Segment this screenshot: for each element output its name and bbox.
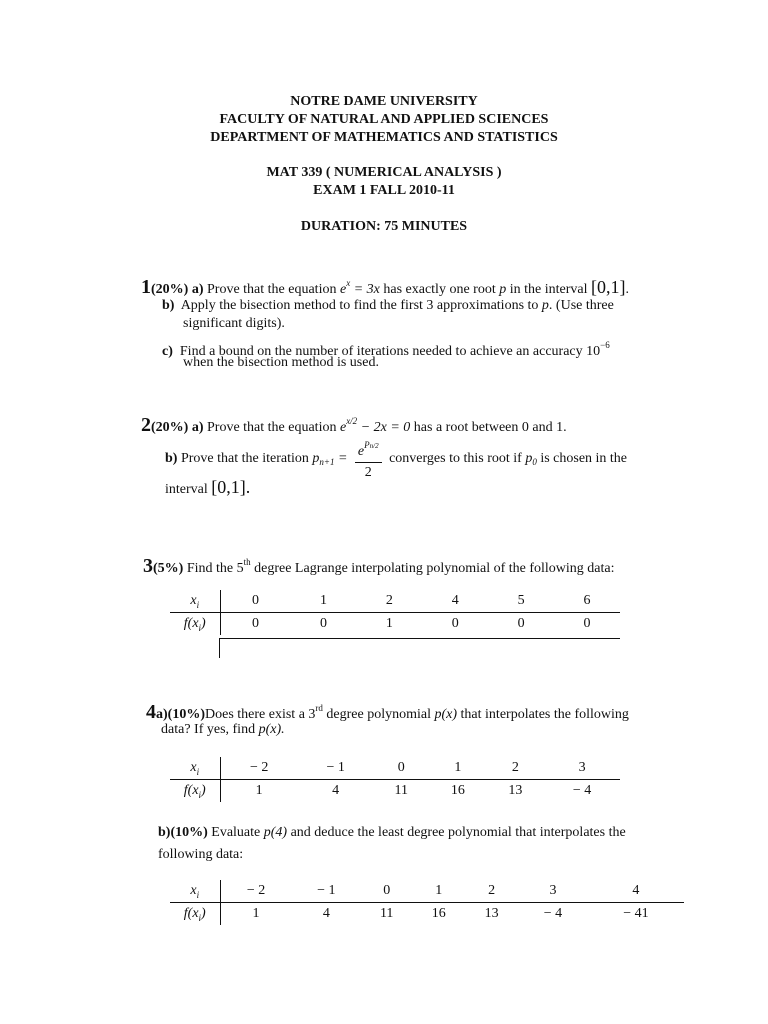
q1-a-label: a) bbox=[191, 282, 204, 297]
table-cell: − 4 bbox=[543, 906, 563, 921]
q2-b-p0: $p_0$ bbox=[525, 451, 537, 468]
table-cell: 4 bbox=[422, 590, 488, 613]
q4-a-px2: p(x). bbox=[258, 722, 285, 737]
q4-a-text3: that interpolates the following bbox=[460, 707, 629, 722]
table-cell: − 2 bbox=[220, 757, 298, 780]
table-cell: − 41 bbox=[623, 906, 649, 921]
q3-table-rule bbox=[219, 638, 620, 659]
table-row bbox=[170, 780, 620, 803]
q4-b-p4: p(4) bbox=[263, 825, 288, 840]
f-label: $f(x_i)$ bbox=[170, 903, 220, 926]
q4a-data-table bbox=[170, 757, 620, 802]
table-cell: 0 bbox=[361, 880, 412, 903]
table-cell: 16 bbox=[450, 783, 465, 798]
table-cell: 0 bbox=[252, 616, 260, 631]
q4-b-text1: Evaluate bbox=[211, 825, 261, 840]
q2-a-equation: − 2x = 0 bbox=[360, 420, 411, 435]
q1-c-label: c) bbox=[162, 344, 173, 359]
table-cell: 3 bbox=[544, 757, 620, 780]
q3-percent: (5%) bbox=[153, 561, 184, 576]
q3-statement bbox=[143, 553, 615, 578]
q2-part-a bbox=[141, 412, 567, 437]
q1-b-line1: Apply the bisection method to find the first 3 approximations to bbox=[180, 298, 539, 313]
table-row bbox=[170, 757, 620, 780]
q1-c-exponent: −6 bbox=[600, 340, 610, 350]
table-cell: 3 bbox=[518, 880, 588, 903]
f-label: $f(x_i)$ bbox=[170, 780, 220, 803]
table-cell: 1 bbox=[412, 880, 465, 903]
table-cell: 1 bbox=[385, 616, 393, 631]
table-cell: 1 bbox=[429, 757, 487, 780]
q1-b-p: p bbox=[541, 298, 549, 313]
q1-a-math-e: $e^x$ bbox=[339, 278, 351, 297]
q1-a-equation: = 3x bbox=[353, 282, 380, 297]
q1-part-a: 1(20%) a) Prove that the equation $e^x = 3x$ has exactly one root p in the interval [0,1]. bbox=[141, 276, 629, 298]
q3-data-table bbox=[170, 590, 620, 635]
q3-text1: Find the 5 bbox=[186, 561, 244, 576]
q2-number: 2 bbox=[141, 414, 151, 436]
table-row bbox=[170, 590, 620, 613]
q1-b-line1-end: . (Use three bbox=[548, 298, 614, 313]
q1-a-p: p bbox=[499, 282, 507, 297]
table-cell: − 1 bbox=[298, 757, 374, 780]
q1-c-line1: Find a bound on the number of iterations needed to achieve an accuracy 10 bbox=[179, 344, 601, 359]
q2-b-text3: is chosen in the bbox=[540, 451, 628, 467]
table-cell: 5 bbox=[488, 590, 554, 613]
q4-a-percent: (10%) bbox=[167, 707, 205, 722]
university-name: NOTRE DAME UNIVERSITY bbox=[290, 94, 478, 109]
q1-c-line2: when the bisection method is used. bbox=[183, 355, 379, 370]
q2-a-text2: has a root between 0 and 1. bbox=[413, 420, 567, 435]
table-row bbox=[170, 613, 620, 636]
q3-table-divider bbox=[219, 638, 220, 658]
table-cell: 11 bbox=[394, 783, 409, 798]
q1-a-interval: [0,1] bbox=[590, 277, 626, 297]
table-cell: 0 bbox=[320, 616, 328, 631]
x-label: $x_i$ bbox=[170, 757, 220, 780]
q2-b-fraction: $\frac{e^{Pn/2}}{2}$ bbox=[355, 436, 382, 482]
q2-a-text1: Prove that the equation bbox=[207, 420, 337, 435]
q3-number: 3 bbox=[143, 555, 153, 577]
q1-part-b bbox=[162, 297, 614, 315]
table-cell: 0 bbox=[517, 616, 525, 631]
q4-b-percent: (10%) bbox=[170, 825, 208, 840]
table-row bbox=[170, 880, 684, 903]
q1-a-text2: has exactly one root bbox=[383, 282, 496, 297]
table-cell: 13 bbox=[508, 783, 523, 798]
exam-title: EXAM 1 FALL 2010-11 bbox=[313, 183, 455, 198]
q3-sup: th bbox=[243, 557, 251, 567]
table-cell: 13 bbox=[484, 906, 499, 921]
q2-b-text1: Prove that the iteration bbox=[180, 451, 309, 467]
q2-b-text2: converges to this root if bbox=[389, 451, 522, 467]
q2-b-lhs: $p_{n+1}$ = bbox=[312, 451, 348, 468]
q1-number: 1 bbox=[141, 276, 151, 298]
table-cell: 4 bbox=[588, 880, 684, 903]
q1-b-line2: significant digits). bbox=[183, 316, 285, 331]
q4-b-label: b) bbox=[158, 825, 171, 840]
q4-a-line2: data? If yes, find p(x). bbox=[161, 722, 285, 737]
table-cell: − 4 bbox=[572, 783, 592, 798]
q2-percent: (20%) bbox=[151, 420, 189, 435]
q2-a-label: a) bbox=[191, 420, 204, 435]
exam-duration: DURATION: 75 MINUTES bbox=[300, 219, 468, 234]
q4-a-label: a) bbox=[156, 707, 168, 722]
table-cell: 1 bbox=[291, 590, 357, 613]
course-title: MAT 339 ( NUMERICAL ANALYSIS ) bbox=[266, 165, 502, 180]
q4-part-b bbox=[158, 824, 626, 842]
table-cell: 0 bbox=[451, 616, 459, 631]
table-cell: 11 bbox=[379, 906, 394, 921]
table-cell: 4 bbox=[332, 783, 340, 798]
q2-b-line2: interval [0,1]. bbox=[165, 477, 251, 497]
q2-b-interval: [0,1]. bbox=[211, 477, 251, 497]
faculty-name: FACULTY OF NATURAL AND APPLIED SCIENCES bbox=[219, 112, 549, 127]
q1-percent: (20%) bbox=[151, 282, 189, 297]
table-cell: 0 bbox=[220, 590, 291, 613]
f-label: $f(x_i)$ bbox=[170, 613, 220, 636]
x-label: $x_i$ bbox=[170, 880, 220, 903]
table-cell: 2 bbox=[356, 590, 422, 613]
q4b-data-table bbox=[170, 880, 684, 925]
q3-text2: degree Lagrange interpolating polynomial of the following data: bbox=[254, 561, 615, 576]
table-cell: − 1 bbox=[292, 880, 362, 903]
q2-a-math-e: $e^{x/2}$ bbox=[339, 416, 358, 435]
q1-b-label: b) bbox=[162, 298, 175, 313]
q4-b-line2: following data: bbox=[158, 847, 244, 862]
table-row bbox=[170, 903, 684, 926]
table-cell: 0 bbox=[374, 757, 429, 780]
q2-a-exponent: x/2 bbox=[346, 416, 358, 426]
table-cell: 1 bbox=[252, 906, 260, 921]
table-cell: 6 bbox=[554, 590, 620, 613]
q4-number: 4 bbox=[146, 701, 156, 723]
q4-a-text1: Does there exist a 3 bbox=[205, 707, 316, 722]
q4-a-px: p(x) bbox=[434, 707, 458, 722]
table-cell: 2 bbox=[487, 757, 545, 780]
table-cell: 1 bbox=[255, 783, 263, 798]
q4-a-sup: rd bbox=[315, 703, 323, 713]
department-name: DEPARTMENT OF MATHEMATICS AND STATISTICS bbox=[210, 130, 558, 145]
q4-a-text2: degree polynomial bbox=[326, 707, 431, 722]
q1-a-text3: in the interval bbox=[509, 282, 588, 297]
x-label: $x_i$ bbox=[170, 590, 220, 613]
q1-a-text1: Prove that the equation bbox=[207, 282, 337, 297]
q2-b-label: b) bbox=[165, 451, 178, 467]
q4-b-text2: and deduce the least degree polynomial that interpolates the bbox=[290, 825, 626, 840]
table-cell: 16 bbox=[431, 906, 446, 921]
table-cell: − 2 bbox=[220, 880, 292, 903]
q2-part-b bbox=[165, 436, 627, 482]
table-cell: 0 bbox=[583, 616, 591, 631]
table-cell: 2 bbox=[465, 880, 518, 903]
table-cell: 4 bbox=[322, 906, 330, 921]
